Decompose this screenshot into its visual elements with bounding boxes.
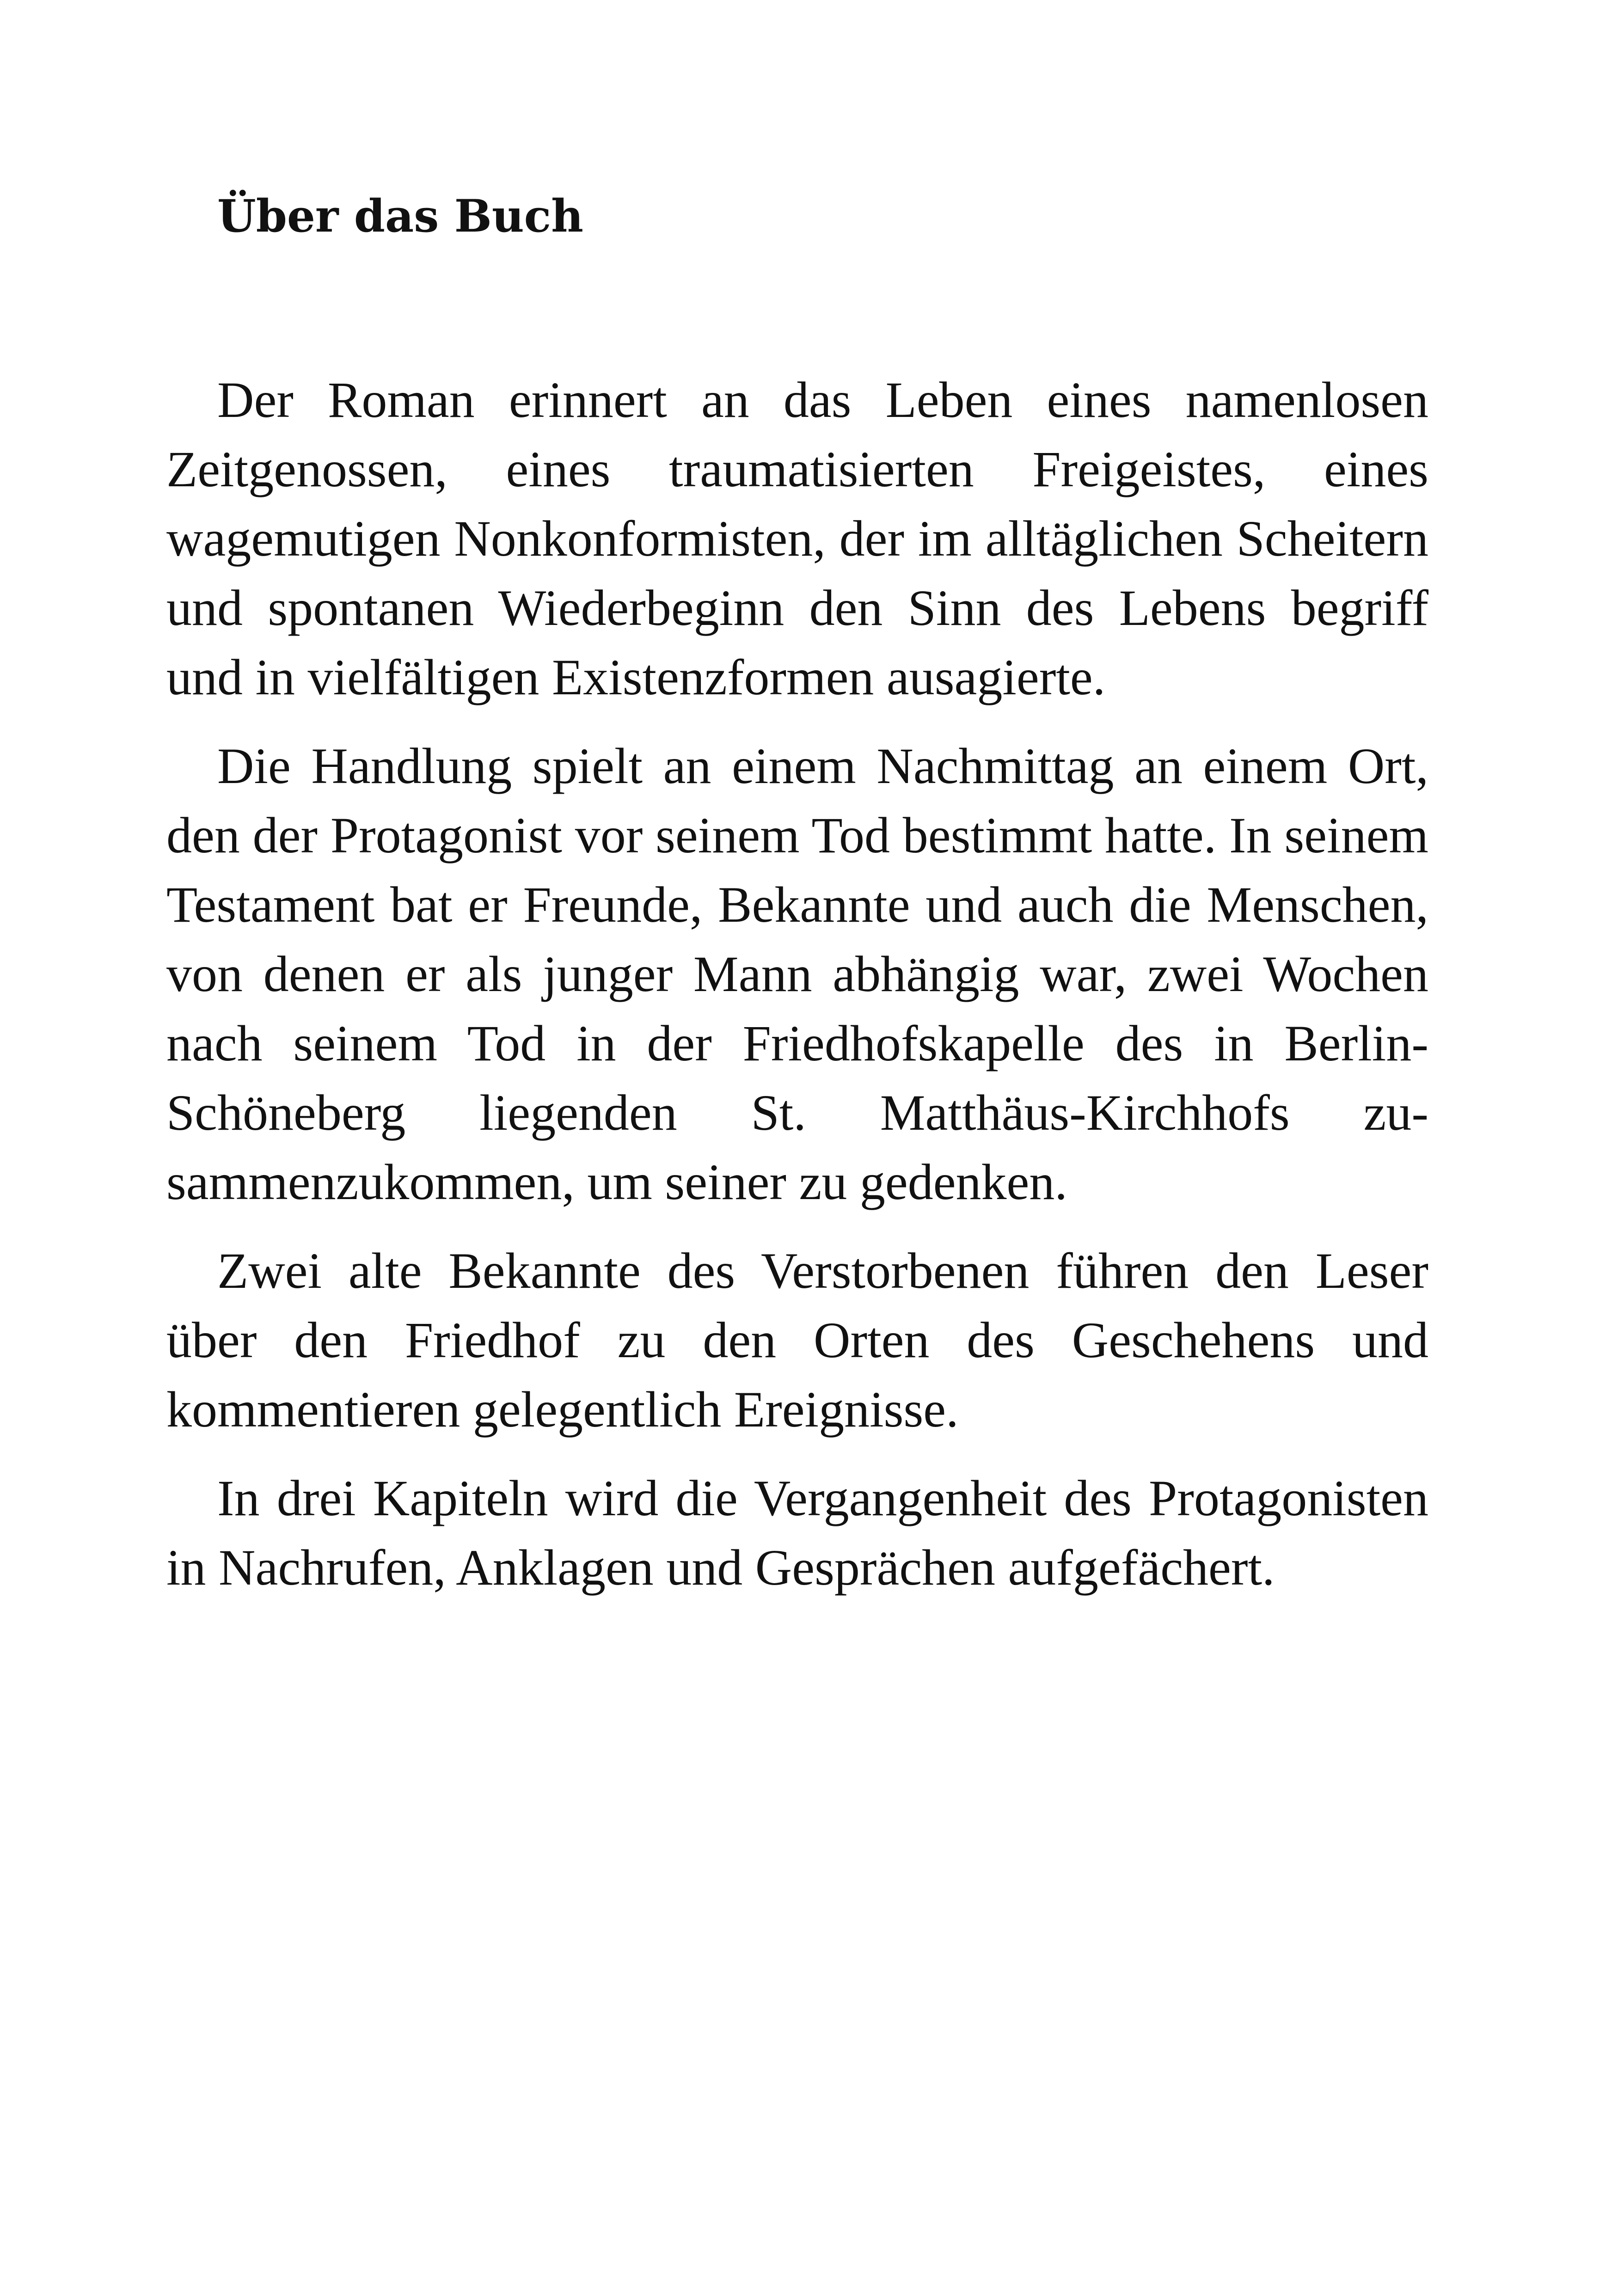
paragraph: Zwei alte Bekannte des Verstorbenen führen den Leser über den Friedhof zu den Orten des Geschehens und kommentieren gelegentlich Ereignisse. — [166, 1243, 1428, 1438]
paragraph: Der Roman erinnert an das Leben eines namenlosen Zeitgenossen, eines traumatisierten Freigeistes, eines wagemutigen Nonkonformisten, der im alltäglichen Scheitern und spontanen Wiederbeginn den Sinn des Lebens begriff und in vielfältigen Existenzformen ausagierte. — [166, 372, 1428, 705]
body-text — [166, 365, 1428, 1622]
paragraph: In drei Kapiteln wird die Vergangenheit des Protagonisten in Nachrufen, Anklagen und Gesprächen aufgefächert. — [166, 1470, 1428, 1596]
paragraph: Die Handlung spielt an einem Nachmittag an einem Ort, den der Protagonist vor seinem Tod bestimmt hatte. In seinem Testament bat er Freunde, Bekannte und auch die Menschen, von denen er als junger Mann abhängig war, zwei Wochen nach seinem Tod in der Friedhofskapelle des in Berlin-Schöneberg liegenden St. Matthäus-Kirchhofs zusammenzukommen, um seiner zu gedenken. — [166, 738, 1428, 1210]
page-title: Über das Buch — [217, 190, 583, 242]
